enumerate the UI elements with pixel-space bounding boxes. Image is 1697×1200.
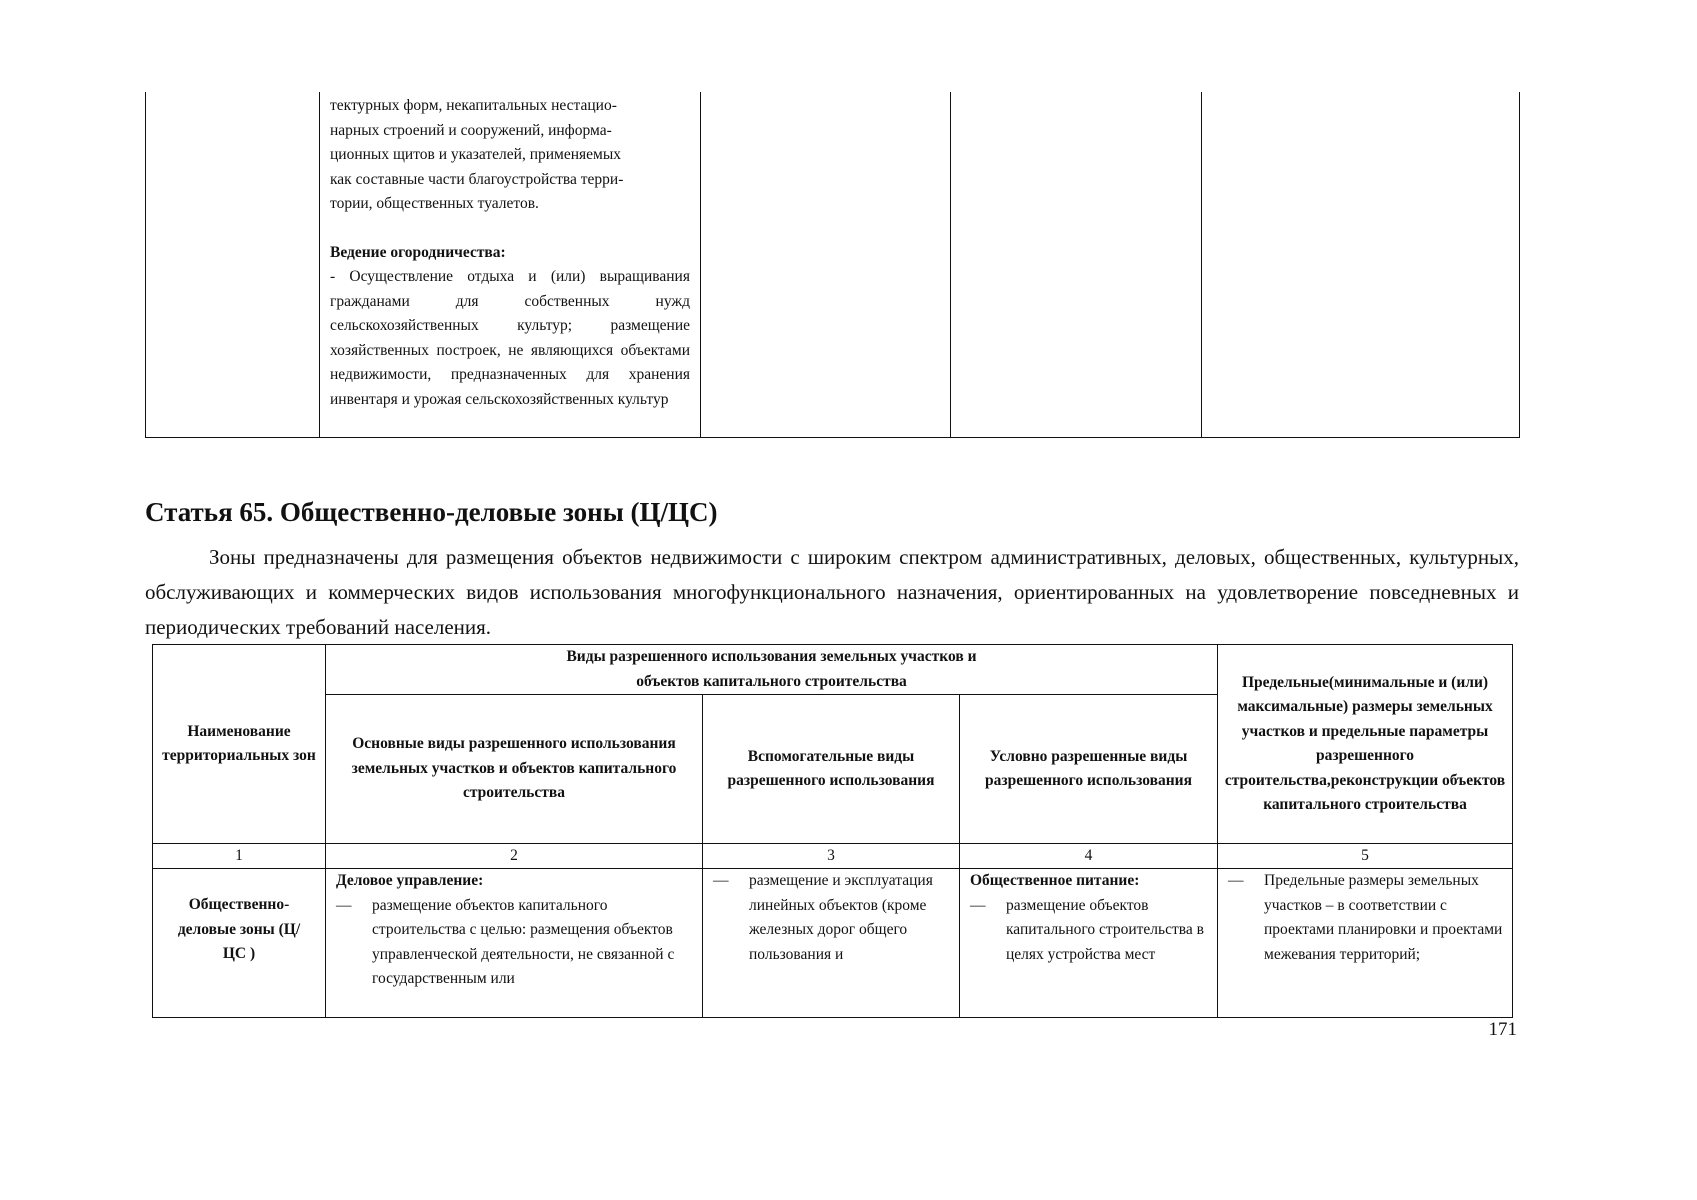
column-number: 4 (960, 844, 1218, 869)
list-item (703, 869, 959, 967)
continued-main-uses-cell (320, 92, 701, 438)
gardening-text: - Осуществление отдыха и (или) выращивания гражданами для собственных нужд сельскохозяйственных культур; размещение хозяйственных построек, не являющихся объектами недвижимости, предназначенных для хранения инвентаря и урожая сельскохозяйственных культур (330, 268, 690, 408)
dash-marker: — (970, 896, 986, 914)
list-item-text: размещение объектов капитального строительства с целью: размещения объектов управленческой деятельности, не связанной с государственным или (372, 896, 675, 987)
header-main-uses: Основные виды разрешенного использования земельных участков и объектов капитального строительства (326, 695, 703, 844)
article-heading: Статья 65. Общественно-деловые зоны (Ц/ЦС) (145, 497, 718, 527)
page-number: 171 (1488, 1019, 1517, 1040)
column-number: 5 (1218, 844, 1513, 869)
paragraph-gap (330, 217, 690, 241)
continuation-line: как составные части благоустройства терри- (330, 170, 624, 188)
table-row (153, 869, 1513, 1018)
dash-marker: — (336, 896, 352, 914)
gardening-title: Ведение огородничества: (330, 243, 506, 261)
continuation-line: тории, общественных туалетов. (330, 195, 539, 212)
column-number: 1 (153, 844, 326, 869)
header-auxiliary-uses: Вспомогательные виды разрешенного использования (703, 695, 960, 844)
continuation-line: ционных щитов и указателей, применяемых (330, 146, 622, 163)
header-group-line: Виды разрешенного использования земельных участков и (566, 648, 977, 665)
header-limits: Предельные(минимальные и (или) максимальные) размеры земельных участков и предельные параметры разрешенного строительства,реконструкции объектов капитального строительства (1218, 645, 1513, 844)
list-item-text: Предельные размеры земельных участков – в соответствии с проектами планировки и проектами межевания территорий; (1264, 872, 1503, 963)
continued-zone-cell (146, 92, 320, 438)
zone-name-cell: Общественно-деловые зоны (Ц/ЦС ) (153, 869, 326, 1018)
continued-auxiliary-cell (701, 92, 951, 438)
auxiliary-uses-cell (703, 869, 960, 1018)
main-uses-cell (326, 869, 703, 1018)
header-conditional-uses: Условно разрешенные виды разрешенного использования (960, 695, 1218, 844)
column-number-row (153, 844, 1513, 869)
continued-limits-cell (1202, 92, 1520, 438)
main-uses-title: Деловое управление: (336, 872, 484, 889)
list-item-text: размещение и эксплуатация линейных объектов (кроме железных дорог общего пользования и (749, 872, 933, 963)
list-item (326, 894, 702, 992)
header-group (326, 645, 1218, 695)
article-intro: Зоны предназначены для размещения объектов недвижимости с широким спектром административных, деловых, общественных, культурных, обслуживающих и коммерческих видов использования многофункционального назначения, ориентированных на удовлетворение повседневных и периодических требований населения. (145, 545, 1519, 639)
table-row (146, 92, 1520, 438)
dash-marker: — (1228, 872, 1244, 889)
list-item (1218, 869, 1512, 967)
limits-cell (1218, 869, 1513, 1018)
continued-conditional-cell (951, 92, 1202, 438)
header-row (153, 645, 1513, 695)
header-zone-name: Наименование территориальных зон (153, 645, 326, 844)
column-number: 3 (703, 844, 960, 869)
zones-table (152, 644, 1513, 1018)
column-number: 2 (326, 844, 703, 869)
continuation-line: тектурных форм, некапитальных нестацио- (330, 97, 617, 114)
continued-table (145, 92, 1520, 438)
header-group-line: объектов капитального строительства (636, 672, 907, 690)
continuation-line: нарных строений и сооружений, информа- (330, 121, 612, 139)
dash-marker: — (713, 872, 729, 889)
list-item (960, 894, 1217, 968)
list-item-text: размещение объектов капитального строительства в целях устройства мест (1006, 896, 1204, 963)
conditional-uses-title: Общественное питание: (970, 872, 1140, 889)
conditional-uses-cell (960, 869, 1218, 1018)
